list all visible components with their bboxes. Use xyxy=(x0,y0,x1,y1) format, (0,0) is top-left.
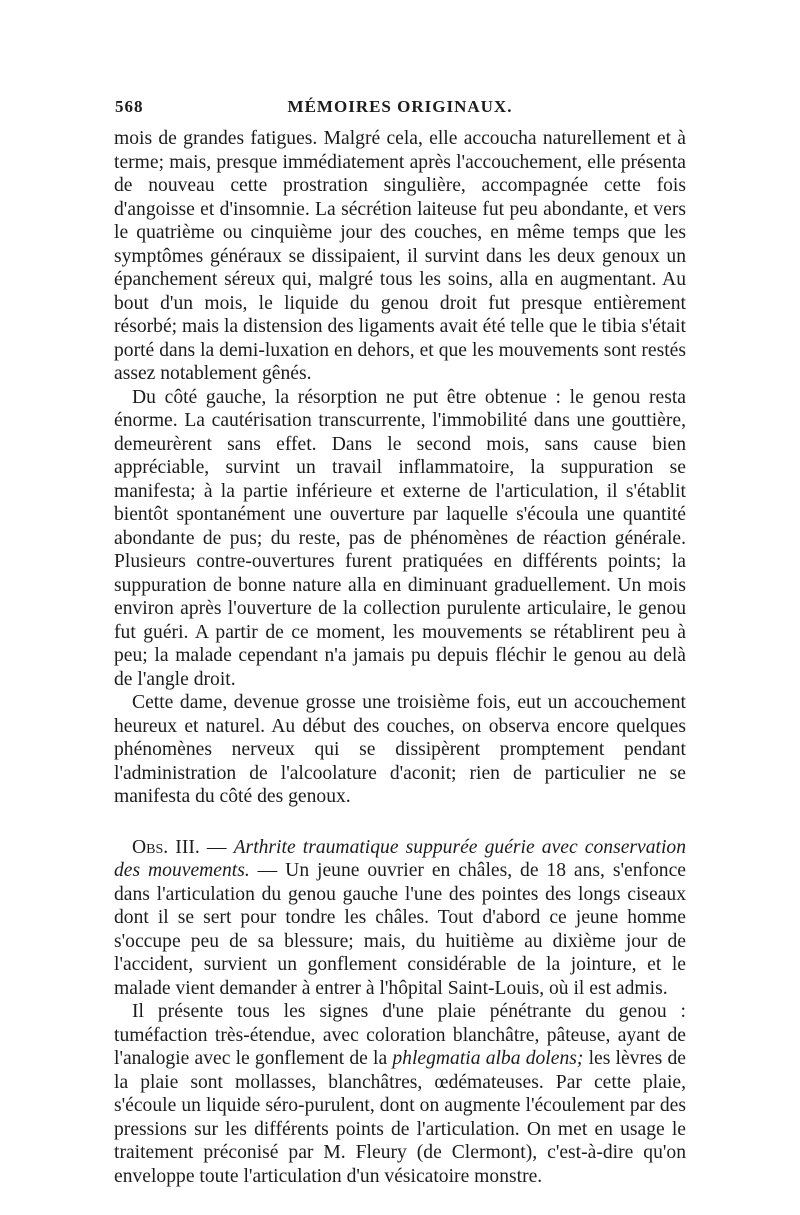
observation-label: Obs. III. xyxy=(132,836,200,858)
page-number: 568 xyxy=(115,97,144,116)
latin-term: phlegmatia alba dolens; xyxy=(392,1048,584,1069)
paragraph-third-pregnancy: Cette dame, devenue grosse une troisième fois, eut un accouchement heureux et naturel. Au début des couches, on observa encore quelques phénomènes nerveux qui se dissipèrent promptement pendant l'administration de l'alcoolature d'aconit; rien de particulier ne se manifesta du côté des genoux. xyxy=(114,692,686,807)
paragraph-continuation: mois de grandes fatigues. Malgré cela, elle accoucha naturellement et à terme; mais, presque immédiatement après l'accouchement, elle présenta de nouveau cette prostration singulière, accompagnée cette fois d'angoisse et d'insomnie. La sécrétion laiteuse fut peu abondante, et vers le quatrième ou cinquième jour des couches, en même temps que les symptômes généraux se dissipaient, il survint dans les deux genoux un épanchement séreux qui, malgré tous les soins, alla en augmentant. Au bout d'un mois, le liquide du genou droit fut presque entièrement résorbé; mais la distension des ligaments avait été telle que le tibia s'était porté dans la demi-luxation en dehors, et que les mouvements sont restés assez notablement gênés. xyxy=(114,128,686,384)
running-title: MÉMOIRES ORIGINAUX. xyxy=(287,97,513,116)
observation-body: — Un jeune ouvrier en châles, de 18 ans, s'enfonce dans l'articulation du genou gauche l'une des pointes des longs ciseaux dont il se sert pour tondre les châles. Tout d'abord ce jeune homme s'occupe peu de sa blessure; mais, du huitième au dixième jour de l'accident, survient un gonflement considérable de la jointure, et le malade vient demander à entrer à l'hôpital Saint-Louis, où il est admis. xyxy=(114,860,687,999)
paragraph-left-knee: Du côté gauche, la résorption ne put être obtenue : le genou resta énorme. La cautérisation transcurrente, l'immobilité dans une gouttière, demeurèrent sans effet. Dans le second mois, sans cause bien appréciable, survint un travail inflammatoire, la suppuration se manifesta; à la partie inférieure et externe de l'articulation, il s'établit bientôt spontanément une ouverture par laquelle s'écoula une quantité abondante de pus; du reste, pas de phénomènes de réaction générale. Plusieurs contre-ouvertures furent pratiquées en différents points; la suppuration de bonne nature alla en diminuant graduellement. Un mois environ après l'ouverture de la collection purulente articulaire, le genou fut guéri. A partir de ce moment, les mouvements se rétablirent peu à peu; la malade cependant n'a jamais pu depuis fléchir le genou au delà de l'angle droit. xyxy=(114,386,686,690)
observation-paragraph xyxy=(114,836,686,1001)
symptoms-text-start: Il présente tous les signes d'une plaie pénétrante du genou : tuméfaction très-étendue, avec coloration blanchâtre, pâteuse, ayant de l'analogie avec le gonflement de la xyxy=(114,1001,686,1069)
observation-title: Arthrite traumatique suppurée guérie avec conservation des mouvements. xyxy=(114,836,686,881)
page-header xyxy=(115,97,685,121)
observation-dash: — xyxy=(199,836,234,858)
symptoms-text-end: les lèvres de la plaie sont mollasses, blanchâtres, œdémateuses. Par cette plaie, s'écoule un liquide séro-purulent, dont on augmente l'écoulement par des pressions sur les différents points de l'articulation. On met en usage le traitement préconisé par M. Fleury (de Clermont), c'est-à-dire qu'on enveloppe toute l'articulation d'un vésicatoire monstre. xyxy=(114,1048,686,1187)
paragraph-symptoms xyxy=(114,1000,686,1188)
page-body xyxy=(114,127,686,1188)
